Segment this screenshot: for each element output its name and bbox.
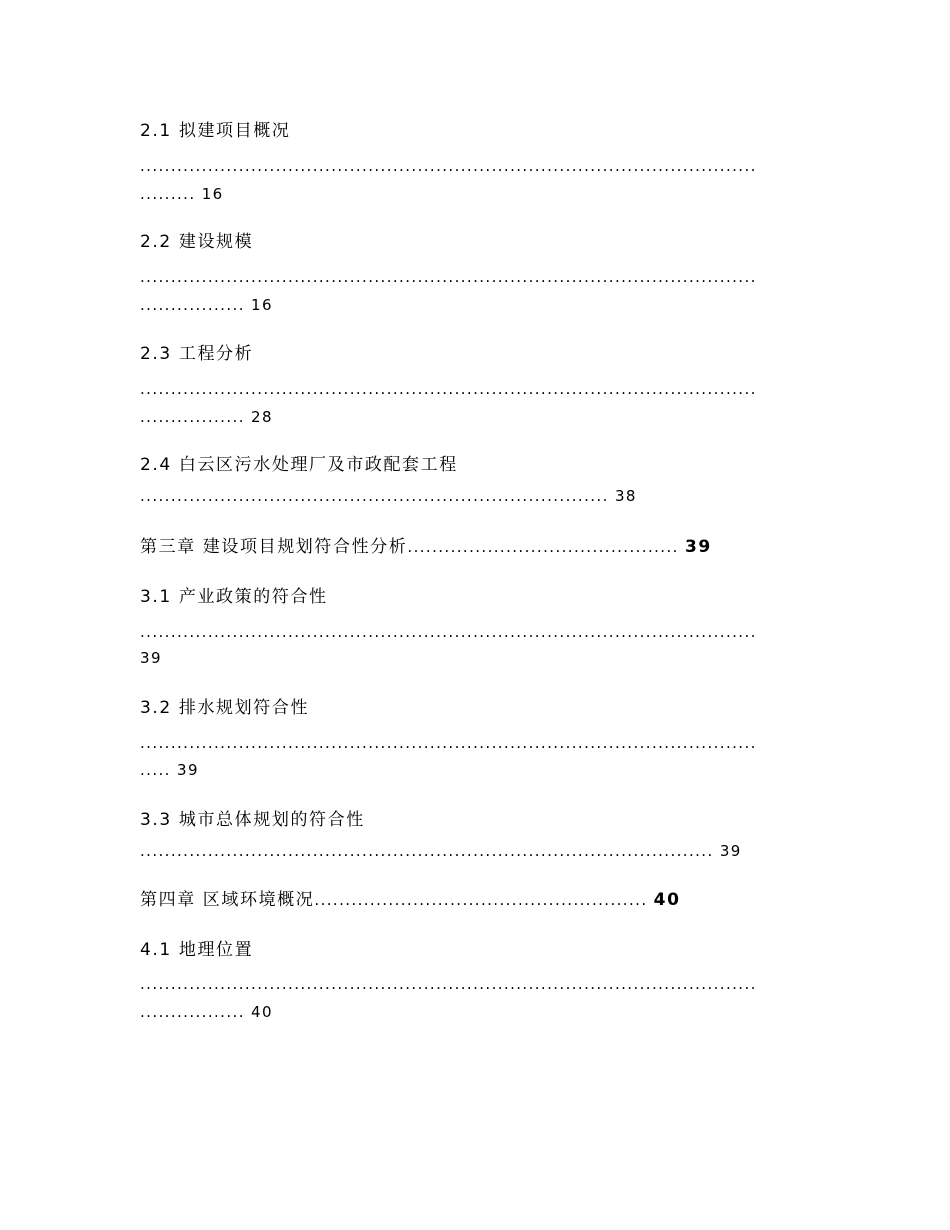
- toc-entry-title: 2.3 工程分析: [140, 344, 254, 364]
- toc-page-number: 16: [251, 296, 273, 314]
- toc-leader-dots: ............................................................................: [140, 487, 615, 505]
- toc-chapter-title: 第四章 区域环境概况: [140, 890, 315, 910]
- toc-leader-line: [140, 841, 742, 861]
- toc-leader-dots: .................: [140, 296, 252, 314]
- toc-leader-line: [140, 295, 273, 315]
- toc-leader-line: [140, 486, 637, 506]
- toc-page-number: 39: [177, 761, 199, 779]
- toc-leader-dots: ....................................................................................................: [140, 975, 757, 993]
- toc-page-number: 28: [251, 408, 273, 426]
- toc-leader-line: [140, 184, 224, 204]
- toc-leader-dots: .................: [140, 1003, 252, 1021]
- toc-leader-line: [140, 407, 273, 427]
- toc-leader-line: [140, 648, 162, 668]
- toc-chapter-line: [140, 889, 681, 911]
- toc-leader-dots: ....................................................................................................: [140, 623, 757, 641]
- toc-chapter-title: 第三章 建设项目规划符合性分析: [140, 537, 408, 557]
- toc-leader-dots: ............................................: [407, 538, 685, 556]
- toc-page-number: 40: [653, 890, 681, 910]
- toc-leader-line: [140, 1002, 273, 1022]
- toc-page-number: 39: [719, 842, 742, 860]
- toc-entry-title: 3.1 产业政策的符合性: [140, 587, 328, 607]
- toc-entry-title: 2.4 白云区污水处理厂及市政配套工程: [140, 455, 458, 475]
- toc-leader-dots: .........: [140, 185, 202, 203]
- toc-page-number: 16: [201, 185, 224, 203]
- toc-entry-title: 2.1 拟建项目概况: [140, 121, 291, 141]
- toc-leader-dots: .................: [140, 408, 252, 426]
- toc-leader-dots: .............................................................................................: [140, 842, 720, 860]
- toc-leader-dots: .....: [140, 761, 178, 779]
- toc-entry-title: 3.2 排水规划符合性: [140, 698, 310, 718]
- toc-leader-dots: ....................................................................................................: [140, 380, 757, 398]
- toc-entry-title: 2.2 建设规模: [140, 232, 254, 252]
- toc-leader-dots: ....................................................................................................: [140, 157, 757, 175]
- toc-leader-dots: ......................................................: [314, 891, 654, 909]
- toc-entry-title: 4.1 地理位置: [140, 940, 254, 960]
- toc-chapter-line: [140, 536, 712, 558]
- toc-leader-line: [140, 760, 199, 780]
- toc-page-number: 40: [251, 1003, 273, 1021]
- toc-leader-dots: ....................................................................................................: [140, 268, 757, 286]
- toc-page-number: 38: [614, 487, 637, 505]
- toc-entry-title: 3.3 城市总体规划的符合性: [140, 810, 365, 830]
- toc-leader-dots: ....................................................................................................: [140, 734, 757, 752]
- toc-page-number: 39: [684, 537, 712, 557]
- toc-page-number: 39: [140, 649, 162, 667]
